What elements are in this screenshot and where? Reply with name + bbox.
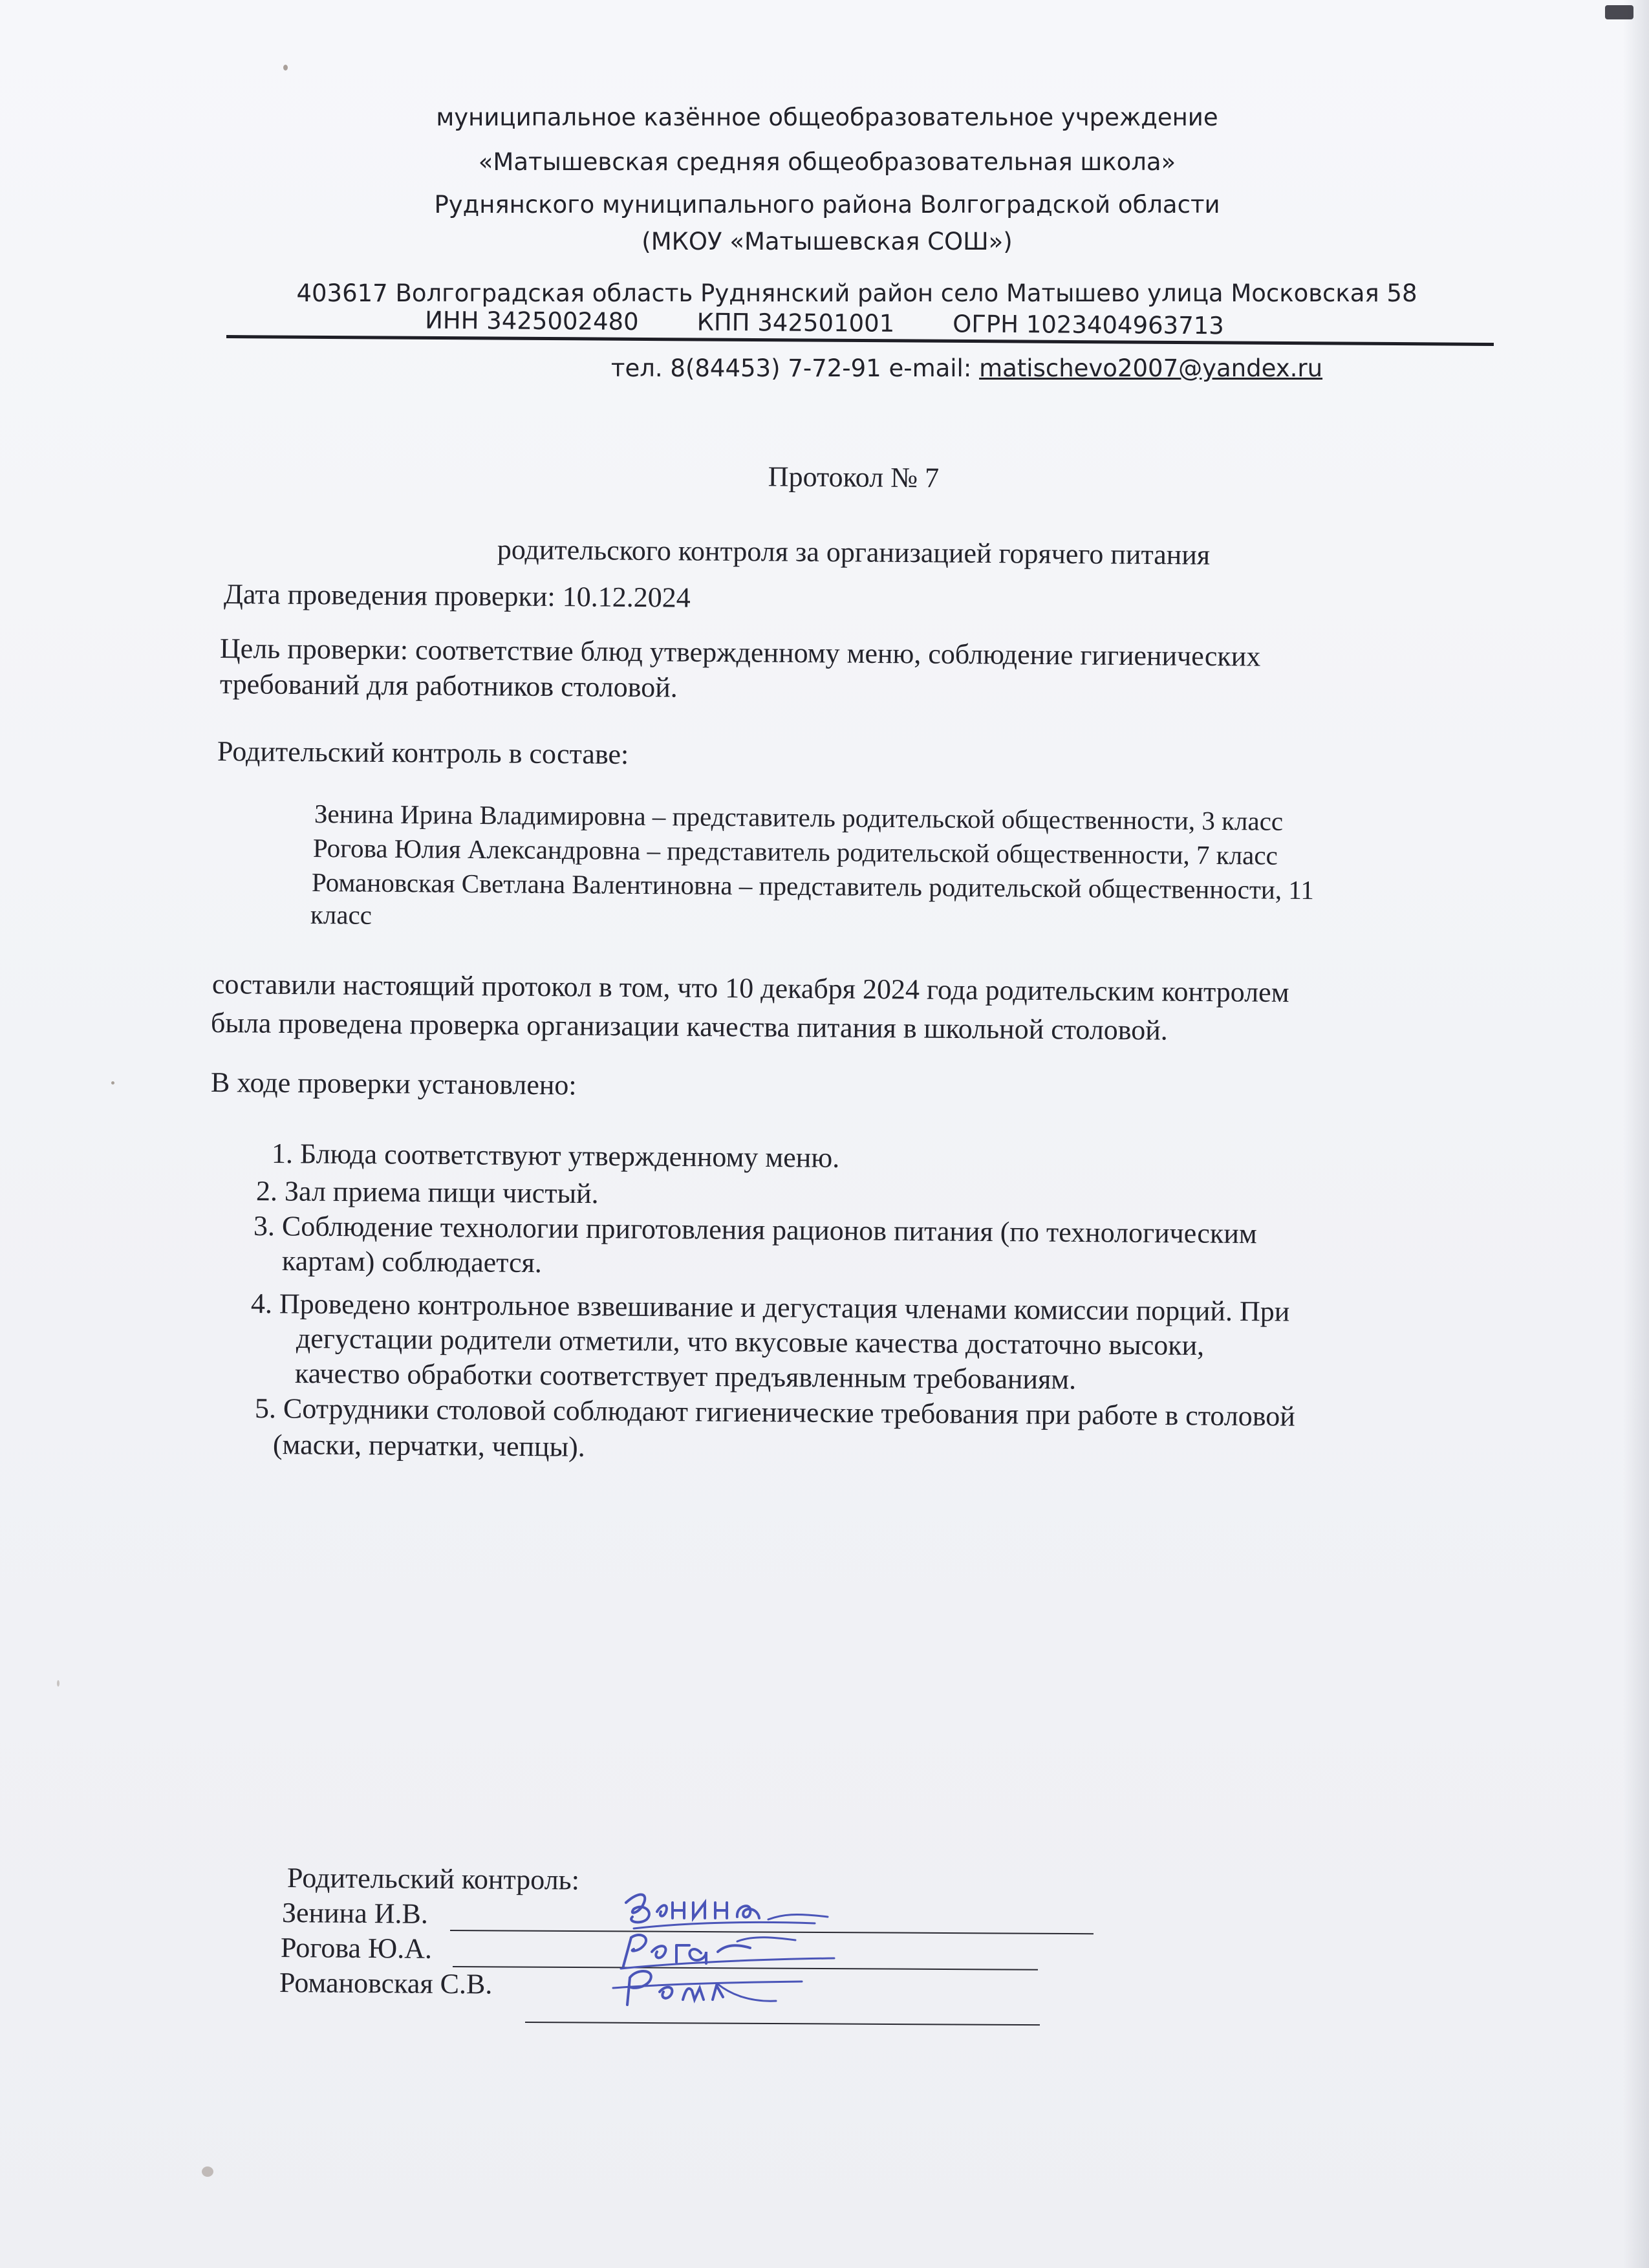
findings-label: В ходе проверки установлено:	[210, 1066, 577, 1101]
scan-speck	[57, 1680, 59, 1687]
protocol-subtitle: родительского контроля за организацией горячего питания	[497, 534, 1211, 571]
scan-speck	[1605, 5, 1633, 19]
signature-line	[525, 2022, 1040, 2025]
inspection-purpose-line-2: требований для работников столовой.	[219, 668, 678, 704]
letterhead-email: matischevo2007@yandex.ru	[979, 354, 1323, 382]
scan-speck	[202, 2166, 213, 2177]
signer-name: Романовская С.В.	[279, 1967, 493, 2000]
letterhead-short-name: (МКОУ «Матышевская СОШ»)	[641, 228, 1013, 255]
finding-item: дегустации родители отметили, что вкусовые качества достаточно высоки,	[296, 1323, 1205, 1362]
finding-item: 1. Блюда соответствуют утвержденному меню.	[271, 1138, 840, 1174]
letterhead-kpp: КПП 342501001	[696, 308, 895, 338]
signer-name: Зенина И.В.	[281, 1897, 429, 1930]
finding-item: качество обработки соответствует предъявленным требованиям.	[294, 1357, 1077, 1396]
scan-speck	[283, 65, 288, 70]
finding-item: 4. Проведено контрольное взвешивание и дегустация членами комиссии порций. При	[250, 1288, 1290, 1328]
protocol-title: Протокол № 7	[768, 460, 940, 494]
letterhead-address: 403617 Волгоградская область Руднянский район село Матышево улица Московская 58	[296, 279, 1417, 307]
statement-line-2: была проведена проверка организации качества питания в школьной столовой.	[210, 1007, 1168, 1046]
letterhead-org-type: муниципальное казённое общеобразовательное учреждение	[436, 103, 1218, 131]
member-line: Зенина Ирина Владимировна – представитель родительской общественности, 3 класс	[314, 799, 1284, 836]
finding-item: 5. Сотрудники столовой соблюдают гигиенические требования при работе в столовой	[254, 1392, 1295, 1432]
letterhead-ogrn: ОГРН 1023404963713	[953, 310, 1224, 340]
inspection-purpose-line-1: Цель проверки: соответствие блюд утвержденному меню, соблюдение гигиенических	[219, 632, 1261, 673]
scan-speck	[111, 1081, 114, 1085]
letterhead-inn: ИНН 3425002480	[425, 306, 639, 336]
inspection-date: Дата проведения проверки: 10.12.2024	[223, 578, 691, 614]
letterhead-district: Руднянского муниципального района Волгоградской области	[434, 191, 1220, 219]
member-line: класс	[310, 900, 372, 930]
statement-line-1: составили настоящий протокол в том, что 10 декабря 2024 года родительским контролем	[211, 968, 1289, 1009]
letterhead-contacts	[142, 354, 1649, 382]
signer-name: Рогова Ю.А.	[280, 1932, 433, 1965]
handwritten-signature	[608, 1962, 815, 2014]
finding-item: 2. Зал приема пищи чистый.	[255, 1175, 599, 1210]
letterhead-phone: тел. 8(84453) 7-72-91 e-mail:	[610, 354, 980, 382]
letterhead-school-name: «Матышевская средняя общеобразовательная школа»	[478, 148, 1176, 176]
member-line: Романовская Светлана Валентиновна – представитель родительской общественности, 11	[311, 867, 1315, 905]
finding-item: картам) соблюдается.	[281, 1245, 543, 1279]
member-line: Рогова Юлия Александровна – представитель родительской общественности, 7 класс	[312, 833, 1278, 870]
signatures-label: Родительский контроль:	[286, 1862, 580, 1896]
composition-label: Родительский контроль в составе:	[217, 735, 629, 770]
finding-item: (маски, перчатки, чепцы).	[272, 1429, 585, 1463]
finding-item: 3. Соблюдение технологии приготовления рационов питания (по технологическим	[253, 1210, 1257, 1250]
